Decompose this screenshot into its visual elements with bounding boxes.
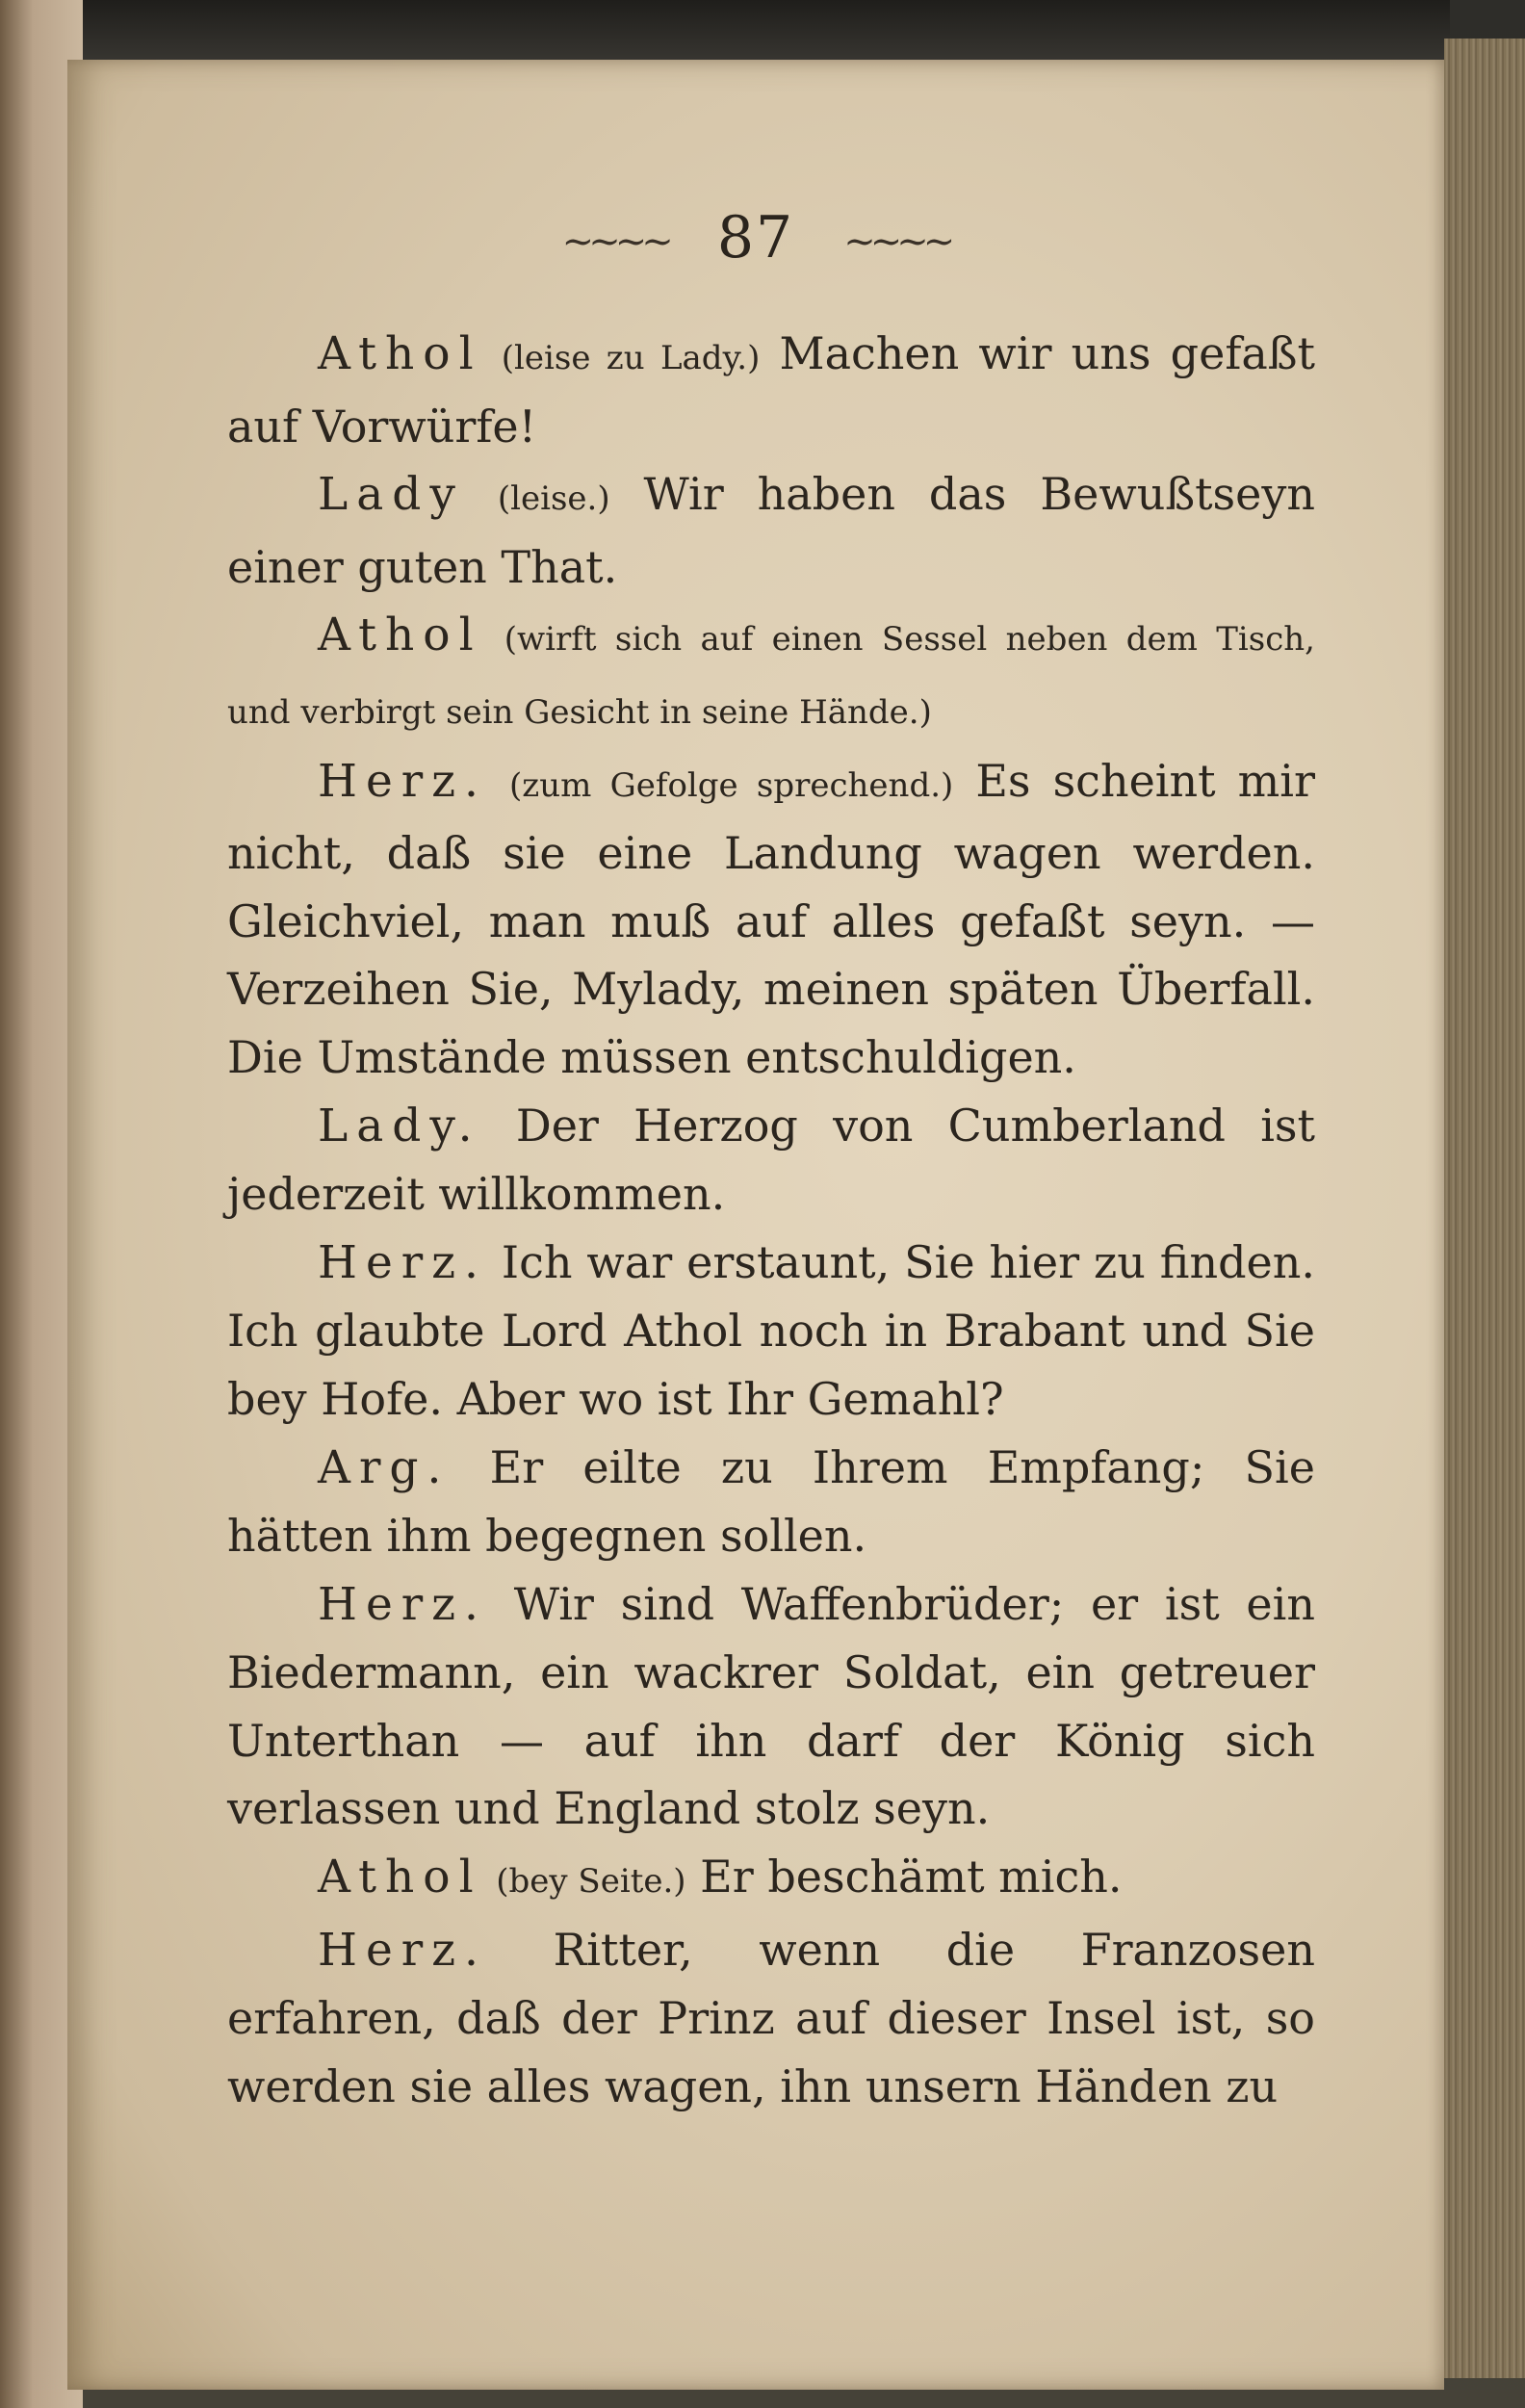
speech-text: Ich war erstaunt, Sie hier zu finden. Ich glaubte Lord Athol noch in Brabant und Sie bey Hofe. Aber wo ist Ihr Gemahl?	[227, 1235, 1315, 1425]
book-top-shadow	[83, 0, 1450, 67]
speech-text: Er eilte zu Ihrem Empfang; Sie hätten ihm begegnen sollen.	[227, 1440, 1315, 1563]
speech-text: Ritter, wenn die Franzosen erfahren, daß der Prinz auf dieser Insel ist, so werden sie alles wagen, ihn unsern Händen zu	[227, 1923, 1315, 2112]
speaker-name: Herz.	[318, 1923, 487, 1977]
speaker-name: Athol	[318, 608, 482, 662]
speech-text: Er beschämt mich.	[700, 1851, 1123, 1903]
speaker-name: Arg.	[318, 1440, 451, 1494]
speaker-name: Herz.	[318, 1577, 487, 1631]
speech-text: Machen wir uns gefaßt auf Vorwürfe!	[227, 327, 1315, 453]
speech	[227, 1843, 1315, 1916]
page-header	[67, 204, 1444, 272]
stage-direction: (zum Gefolge sprechend.)	[509, 765, 954, 805]
ornament-right: ~~~~	[843, 220, 950, 265]
speaker-name: Lady.	[318, 1099, 481, 1152]
page-number: 87	[716, 204, 795, 272]
stage-direction: (wirft sich auf einen Sessel neben dem Tisch, und verbirgt sein Gesicht in seine Hände.)	[227, 620, 1315, 732]
speech	[227, 1434, 1315, 1570]
speaker-name: Athol	[318, 1851, 482, 1904]
speech-text: Wir haben das Bewußtseyn einer guten That.	[227, 468, 1316, 593]
page-body	[227, 320, 1315, 2120]
speech	[227, 1916, 1315, 2121]
speech	[227, 1570, 1315, 1843]
speech-text: Wir sind Waffenbrüder; er ist ein Biedermann, ein wackrer Soldat, ein getreuer Unterthan — auf ihn darf der König sich verlassen und England stolz seyn.	[227, 1577, 1315, 1835]
speech	[227, 1229, 1315, 1434]
stage-direction: (bey Seite.)	[496, 1862, 686, 1902]
speech	[227, 601, 1315, 746]
speech-text: Der Herzog von Cumberland ist jederzeit willkommen.	[227, 1099, 1315, 1221]
speaker-name: Herz.	[318, 754, 487, 808]
speech	[227, 320, 1315, 460]
speaker-name: Athol	[318, 327, 482, 380]
speech	[227, 747, 1315, 1092]
speaker-name: Lady	[318, 468, 464, 522]
book-page	[67, 60, 1444, 2390]
stage-direction: (leise zu Lady.)	[501, 339, 761, 377]
stage-direction: (leise.)	[497, 479, 610, 519]
speech-text: Es scheint mir nicht, daß sie eine Landung wagen werden. Gleichviel, man muß auf alles gefaßt seyn. — Verzeihen Sie, Mylady, meinen späten Überfall. Die Umstände müssen entschuldigen.	[227, 754, 1315, 1083]
speech	[227, 1092, 1315, 1229]
page-stack	[1444, 39, 1525, 2378]
ornament-left: ~~~~	[561, 220, 668, 265]
speech	[227, 460, 1315, 601]
speaker-name: Herz.	[318, 1235, 487, 1289]
